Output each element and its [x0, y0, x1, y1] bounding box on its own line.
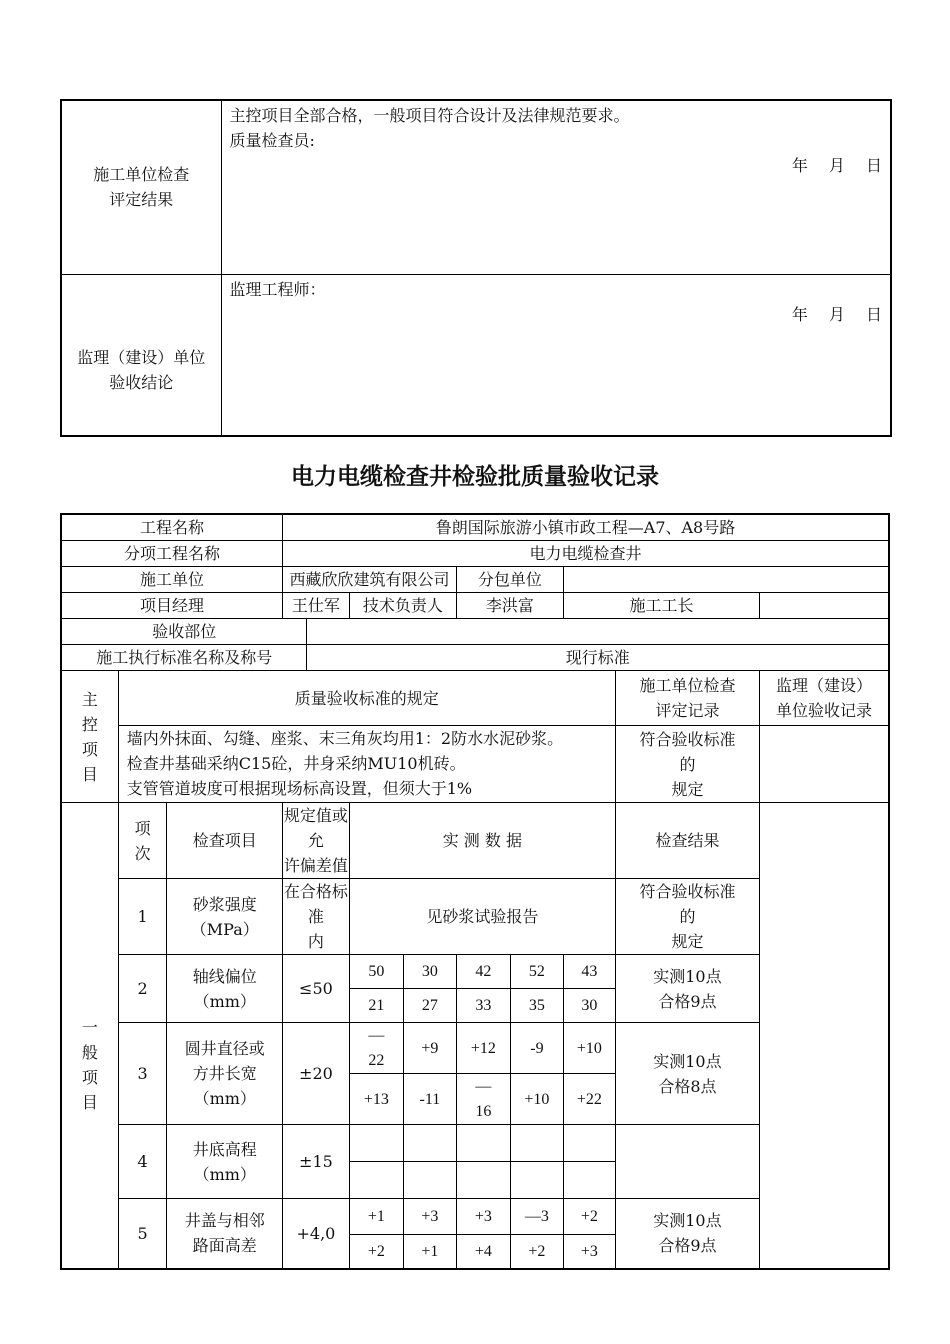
data-cell: — 22 — [349, 1023, 403, 1074]
data-cell: +3 — [403, 1199, 456, 1235]
col-item-no-line2: 次 — [134, 843, 151, 863]
tech-lead-value: 李洪富 — [456, 593, 563, 619]
result-line: 符合验收标准 — [639, 729, 736, 749]
supervisor-record-header-line2: 单位验收记录 — [776, 701, 873, 720]
row5-result — [615, 1199, 759, 1269]
col-item-no — [118, 803, 167, 879]
contractor-check-label-line2: 评定结果 — [109, 190, 174, 210]
data-cell: +12 — [456, 1023, 510, 1074]
row2-item — [167, 955, 283, 1023]
row4-spec: ±15 — [283, 1125, 350, 1199]
inspection-location-value — [307, 619, 889, 645]
acceptance-record-table — [60, 513, 890, 1270]
data-cell: +13 — [349, 1074, 403, 1125]
main-control-side-label — [61, 671, 118, 803]
project-name-value: 鲁朗国际旅游小镇市政工程—A7、A8号路 — [283, 514, 889, 541]
row1-spec — [283, 879, 350, 955]
row3-item-line: （mm） — [193, 1089, 256, 1108]
spec-line: 支管管道坡度可根据现场标高设置，但须大于1% — [126, 779, 473, 798]
supervisor-conclusion-label-line2: 验收结论 — [109, 372, 174, 392]
data-cell: +10 — [563, 1023, 615, 1074]
spec-line: 墙内外抹面、勾缝、座浆、末三角灰均用1：2防水水泥砂浆。 — [126, 729, 564, 748]
supervisor-conclusion-label — [61, 274, 221, 436]
sub-project-value: 电力电缆检查井 — [283, 541, 889, 567]
row3-spec: ±20 — [283, 1023, 350, 1125]
data-cell — [563, 1162, 615, 1199]
row1-item-line: （MPa） — [190, 919, 259, 939]
standard-label: 施工执行标准名称及称号 — [61, 645, 307, 671]
project-manager-value: 王仕军 — [283, 593, 350, 619]
result-line: 的 — [679, 754, 696, 774]
row1-result — [615, 879, 759, 955]
data-cell — [403, 1125, 456, 1162]
row4-item-line: （mm） — [193, 1164, 256, 1184]
row4-result — [615, 1125, 759, 1199]
contractor-check-label-line1: 施工单位检查 — [93, 165, 190, 185]
row5-no: 5 — [118, 1199, 167, 1269]
contractor-record-header-line2: 评定记录 — [655, 701, 720, 720]
data-cell: +3 — [456, 1199, 510, 1235]
supervisor-engineer-label: 监理工程师： — [229, 279, 326, 299]
data-cell — [456, 1162, 510, 1199]
row1-spec-line: 在合格标准 — [283, 882, 348, 926]
contractor-record-header-line1: 施工单位检查 — [639, 676, 736, 695]
data-cell — [349, 1125, 403, 1162]
col-spec-line2: 许偏差值 — [283, 856, 348, 875]
data-cell — [456, 1125, 510, 1162]
data-cell: 50 — [349, 955, 403, 989]
row1-spec-line: 内 — [307, 932, 324, 951]
data-cell: +1 — [349, 1199, 403, 1235]
supervisor-conclusion-date: 年 月 日 — [791, 304, 882, 324]
data-cell: 21 — [349, 989, 403, 1023]
foreman-value — [760, 593, 889, 619]
row3-result-line: 实测10点 — [653, 1051, 722, 1071]
row2-no: 2 — [118, 955, 167, 1023]
row1-result-line: 规定 — [671, 932, 704, 951]
col-spec-line1: 规定值或允 — [283, 806, 348, 850]
page-title: 电力电缆检查井检验批质量验收记录 — [291, 464, 659, 490]
quality-inspector-label: 质量检查员: — [229, 131, 315, 150]
supervisor-conclusion-label-line1: 监理（建设）单位 — [77, 347, 206, 367]
contractor-record-header — [615, 671, 759, 726]
row3-item-line: 圆井直径或 — [184, 1039, 265, 1058]
supervisor-record-header — [760, 671, 889, 726]
supervisor-conclusion-content — [221, 274, 891, 436]
standard-value: 现行标准 — [307, 645, 889, 671]
row1-no: 1 — [118, 879, 167, 955]
row5-item — [167, 1199, 283, 1269]
spec-header: 质量验收标准的规定 — [118, 671, 615, 726]
col-measured-data: 实 测 数 据 — [349, 803, 615, 879]
main-control-result — [615, 726, 759, 803]
spec-line: 检查井基础采纳C15砼，井身采纳MU10机砖。 — [126, 754, 466, 773]
contractor-label: 施工单位 — [61, 567, 283, 593]
data-cell: 33 — [456, 989, 510, 1023]
data-cell: 52 — [510, 955, 563, 989]
row5-result-line: 实测10点 — [653, 1211, 722, 1231]
supervisor-record-header-line1: 监理（建设） — [776, 676, 873, 695]
inspection-result-table — [60, 99, 892, 437]
project-manager-label: 项目经理 — [61, 593, 283, 619]
row1-result-line: 的 — [679, 907, 696, 926]
row1-item-line: 砂浆强度 — [192, 894, 257, 914]
general-supervisor-record — [760, 803, 889, 1269]
row3-item-line: 方井长宽 — [192, 1064, 257, 1083]
data-cell: +2 — [349, 1235, 403, 1269]
col-check-result: 检查结果 — [615, 803, 759, 879]
contractor-check-text: 主控项目全部合格，一般项目符合设计及法律规范要求。 — [229, 106, 630, 125]
data-cell: 43 — [563, 955, 615, 989]
data-cell: 30 — [403, 955, 456, 989]
row4-no: 4 — [118, 1125, 167, 1199]
data-cell: +9 — [403, 1023, 456, 1074]
row3-item — [167, 1023, 283, 1125]
contractor-check-content — [221, 100, 891, 274]
row2-result-line: 实测10点 — [653, 966, 722, 986]
data-cell: +4 — [456, 1235, 510, 1269]
row1-result-line: 符合验收标准 — [639, 882, 736, 901]
tech-lead-label: 技术负责人 — [349, 593, 456, 619]
row3-result-line: 合格8点 — [658, 1076, 717, 1096]
main-control-spec — [118, 726, 615, 803]
inspection-location-label: 验收部位 — [61, 619, 307, 645]
data-cell — [510, 1125, 563, 1162]
row2-item-line: （mm） — [193, 991, 256, 1011]
col-check-item: 检查项目 — [167, 803, 283, 879]
data-cell: +2 — [510, 1235, 563, 1269]
data-cell: +10 — [510, 1074, 563, 1125]
row2-result — [615, 955, 759, 1023]
data-cell: 42 — [456, 955, 510, 989]
data-cell: -11 — [403, 1074, 456, 1125]
sub-project-label: 分项工程名称 — [61, 541, 283, 567]
contractor-value: 西藏欣欣建筑有限公司 — [283, 567, 457, 593]
row5-result-line: 合格9点 — [658, 1236, 717, 1256]
data-cell: —3 — [510, 1199, 563, 1235]
data-cell: +22 — [563, 1074, 615, 1125]
project-name-label: 工程名称 — [61, 514, 283, 541]
row2-spec: ≤50 — [283, 955, 350, 1023]
row5-item-line: 井盖与相邻 — [184, 1211, 265, 1231]
main-control-supervisor-record — [760, 726, 889, 803]
row2-item-line: 轴线偏位 — [192, 966, 257, 986]
contractor-check-label — [61, 100, 221, 274]
row5-item-line: 路面高差 — [192, 1236, 257, 1256]
row2-result-line: 合格9点 — [658, 991, 717, 1011]
row1-data: 见砂浆试验报告 — [349, 879, 615, 955]
subcontractor-value — [563, 567, 889, 593]
data-cell — [510, 1162, 563, 1199]
general-char: 项 — [81, 1068, 98, 1088]
general-char: 目 — [81, 1093, 98, 1113]
main-control-char: 目 — [81, 764, 98, 784]
col-spec — [283, 803, 350, 879]
data-cell: — 16 — [456, 1074, 510, 1125]
data-cell: +1 — [403, 1235, 456, 1269]
data-cell: 35 — [510, 989, 563, 1023]
row5-spec: +4,0 — [283, 1199, 350, 1269]
main-control-char: 主 — [81, 689, 98, 709]
general-char: 一 — [81, 1018, 98, 1038]
foreman-label: 施工工长 — [563, 593, 759, 619]
data-cell — [403, 1162, 456, 1199]
general-char: 般 — [81, 1043, 98, 1063]
data-cell: 30 — [563, 989, 615, 1023]
row4-item — [167, 1125, 283, 1199]
data-cell — [563, 1125, 615, 1162]
subcontractor-label: 分包单位 — [456, 567, 563, 593]
row3-result — [615, 1023, 759, 1125]
main-control-char: 控 — [81, 714, 98, 734]
data-cell: 27 — [403, 989, 456, 1023]
col-item-no-line1: 项 — [134, 818, 151, 838]
row4-item-line: 井底高程 — [192, 1139, 257, 1159]
data-cell: +2 — [563, 1199, 615, 1235]
contractor-check-date: 年 月 日 — [791, 156, 882, 175]
general-side-label — [61, 803, 118, 1269]
main-control-char: 项 — [81, 739, 98, 759]
data-cell — [349, 1162, 403, 1199]
data-cell: +3 — [563, 1235, 615, 1269]
data-cell: -9 — [510, 1023, 563, 1074]
result-line: 规定 — [671, 779, 704, 799]
row1-item — [167, 879, 283, 955]
row3-no: 3 — [118, 1023, 167, 1125]
